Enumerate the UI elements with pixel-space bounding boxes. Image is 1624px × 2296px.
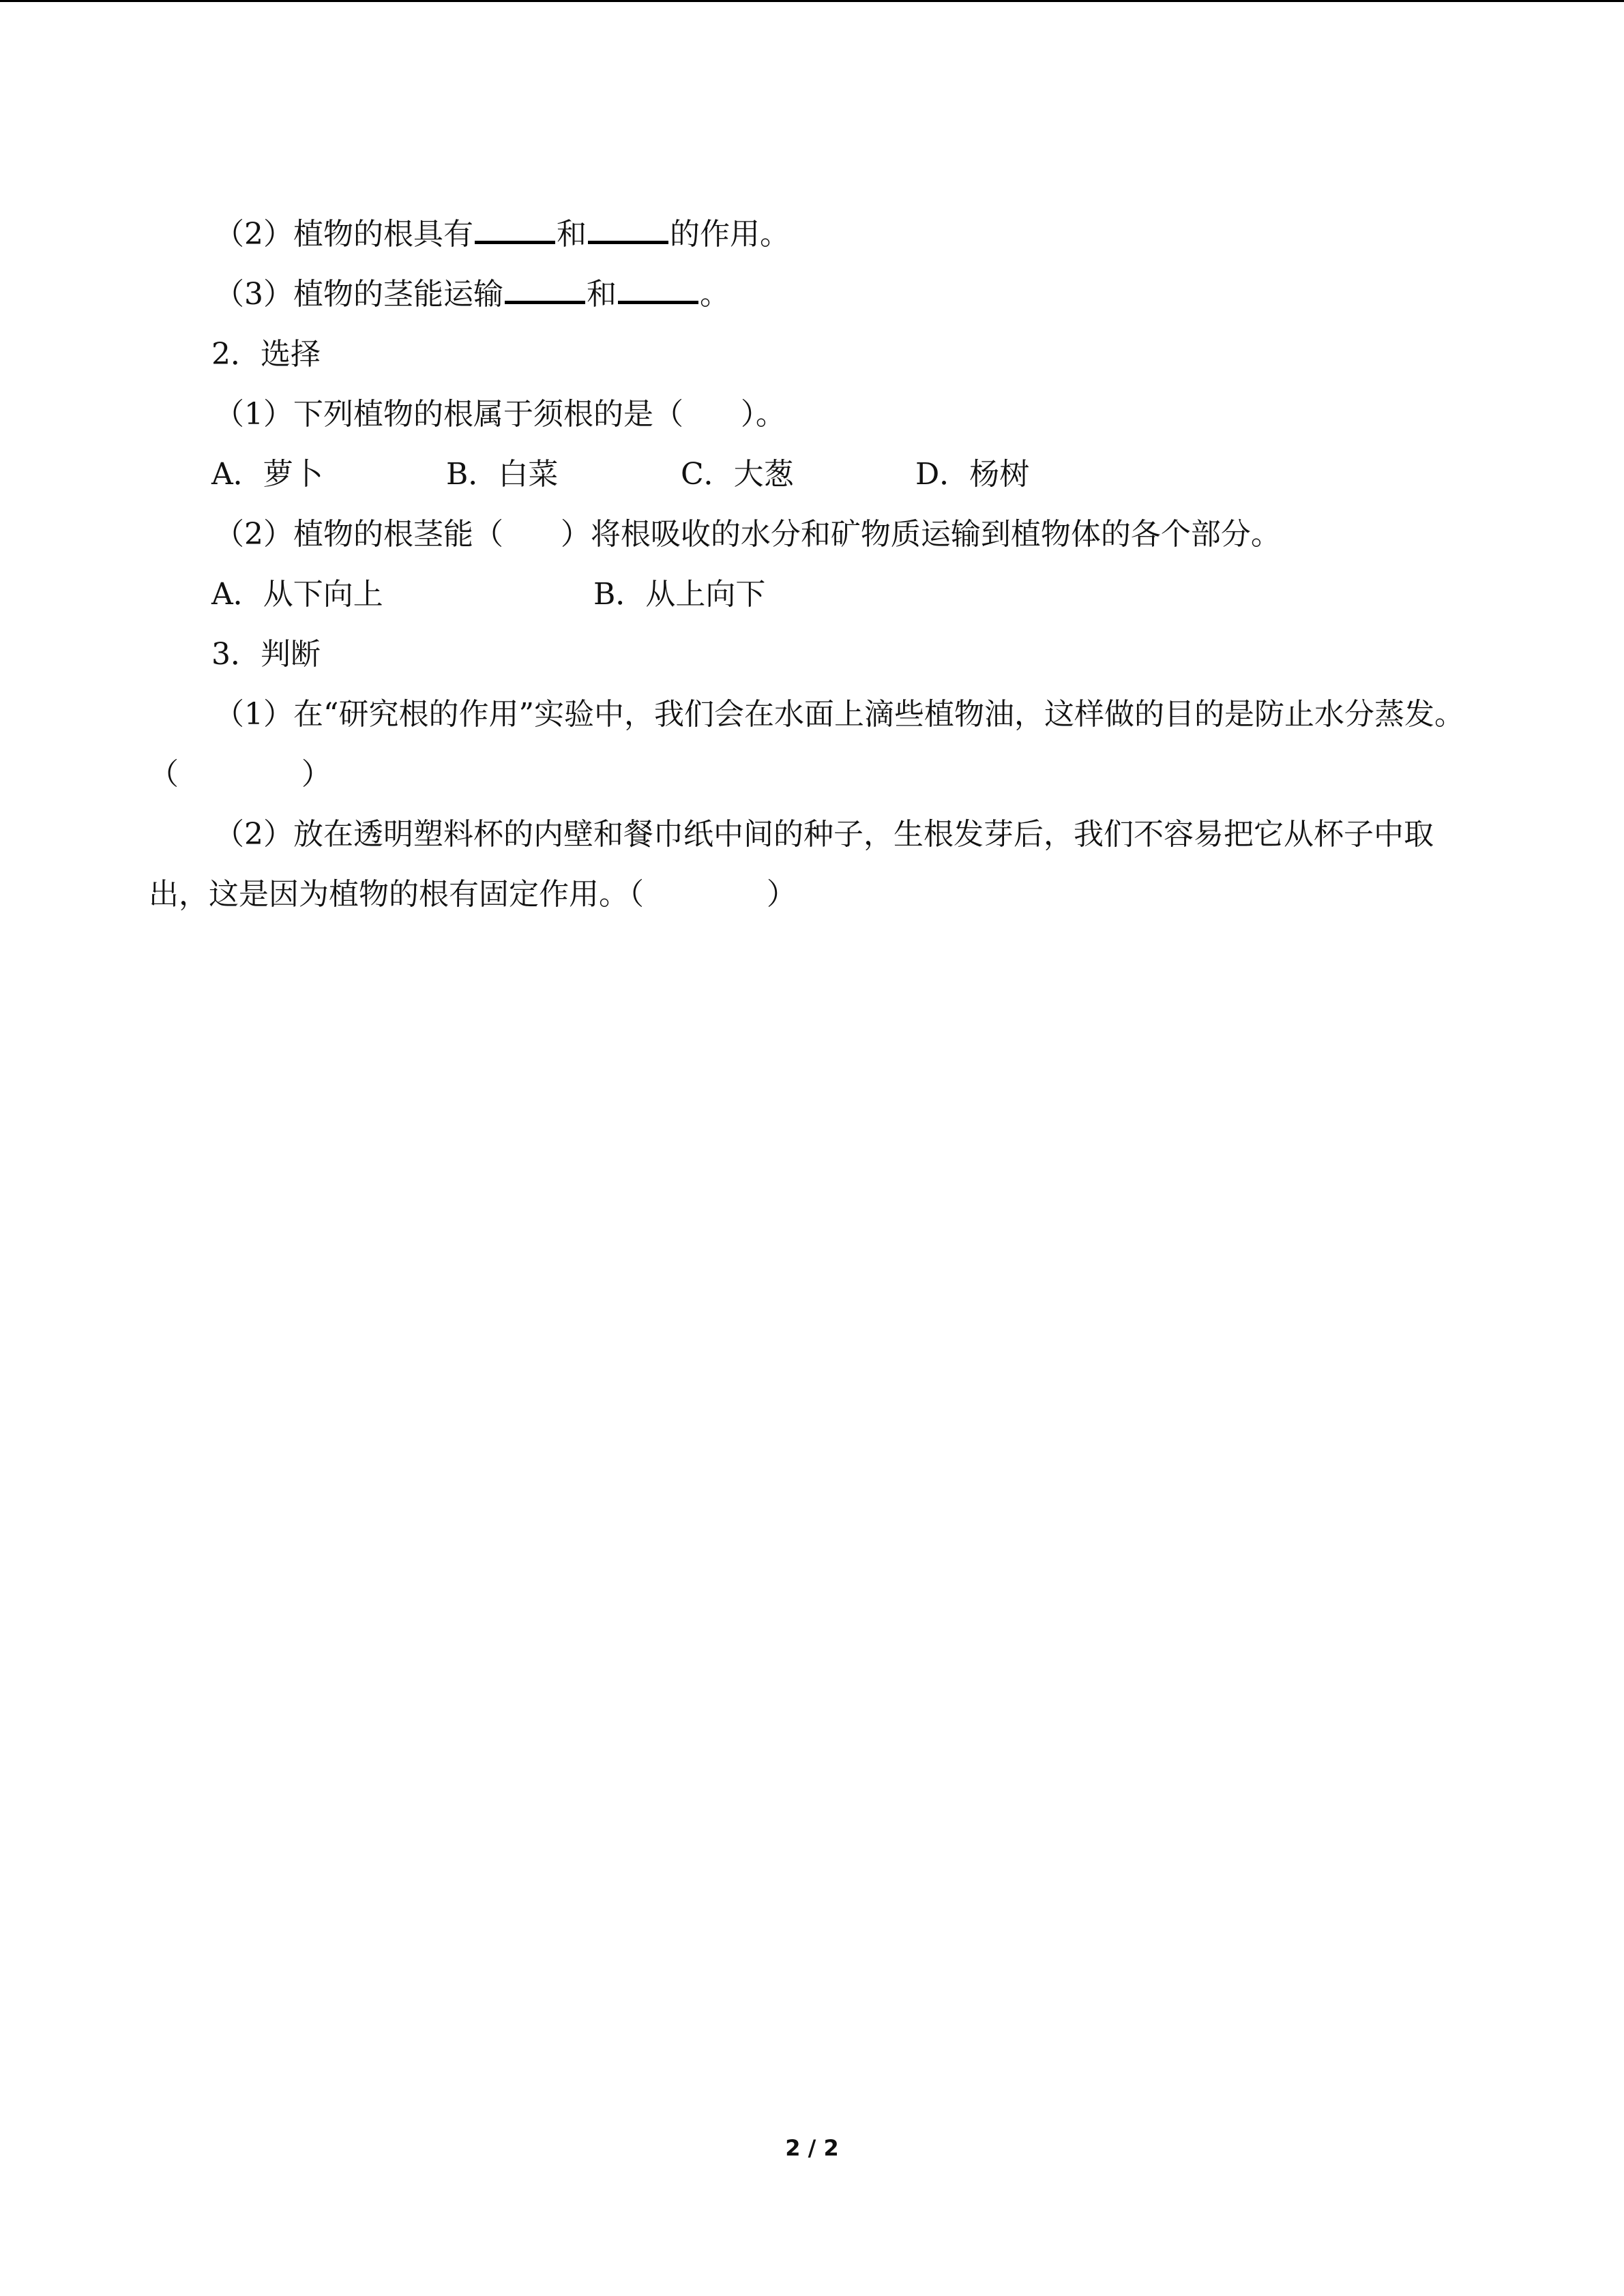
fill-question-3: [149, 265, 1475, 325]
fill-blank: [475, 220, 555, 244]
choice-question-1-options: [149, 445, 1475, 505]
worksheet-content: [149, 205, 1475, 925]
fill-blank: [618, 280, 698, 304]
judge-question-2-close: ）: [766, 877, 797, 912]
choice-question-2-stem: （2）植物的根茎能（: [214, 517, 503, 552]
choice-question-2: [149, 505, 1475, 565]
fill-question-2: [149, 205, 1475, 265]
choice-question-2-stem-end: ）将根吸收的水分和矿物质运输到植物体的各个部分。: [560, 517, 1281, 552]
fill-question-2-prefix: （2）植物的根具有: [214, 217, 473, 252]
judge-question-2: [149, 805, 1475, 925]
page-top-border: [0, 0, 1624, 2]
page-number: 2 / 2: [785, 2135, 839, 2161]
fill-question-2-suffix: 的作用。: [670, 217, 790, 252]
option-c: C．大葱: [681, 457, 794, 492]
fill-question-3-suffix: 。: [700, 277, 730, 312]
judge-question-1: [149, 685, 1475, 805]
fill-question-2-middle: 和: [557, 217, 587, 252]
judge-question-2-text: （2）放在透明塑料杯的内壁和餐巾纸中间的种子，生根发芽后，我们不容易把它从杯子中取出，这是因为植物的根有固定作用。（: [149, 817, 1434, 912]
choice-question-2-options: [149, 565, 1475, 625]
answer-space: [503, 505, 561, 565]
answer-space: [644, 865, 767, 925]
fill-blank: [505, 280, 585, 304]
answer-space: [179, 745, 301, 805]
judge-question-1-close: ）: [301, 757, 331, 792]
fill-question-3-middle: 和: [587, 277, 617, 312]
judge-question-1-text: （1）在“研究根的作用”实验中，我们会在水面上滴些植物油，这样做的目的是防止水分蒸发。（: [149, 697, 1464, 792]
fill-question-3-prefix: （3）植物的茎能运输: [214, 277, 503, 312]
choice-question-1-stem: （1）下列植物的根属于须根的是（: [214, 397, 683, 432]
choice-section-heading: 2．选择: [211, 337, 321, 372]
option-b: B．白菜: [446, 457, 559, 492]
choice-question-1-stem-end: ）。: [740, 397, 786, 432]
option-a: A．萝卜: [211, 457, 323, 492]
option-a: A．从下向上: [211, 577, 383, 612]
judge-section-heading: 3．判断: [211, 637, 321, 672]
choice-question-1: [149, 385, 1475, 445]
fill-blank: [588, 220, 668, 244]
option-b: B．从上向下: [593, 577, 766, 612]
option-d: D．杨树: [915, 457, 1030, 492]
answer-space: [683, 385, 741, 445]
